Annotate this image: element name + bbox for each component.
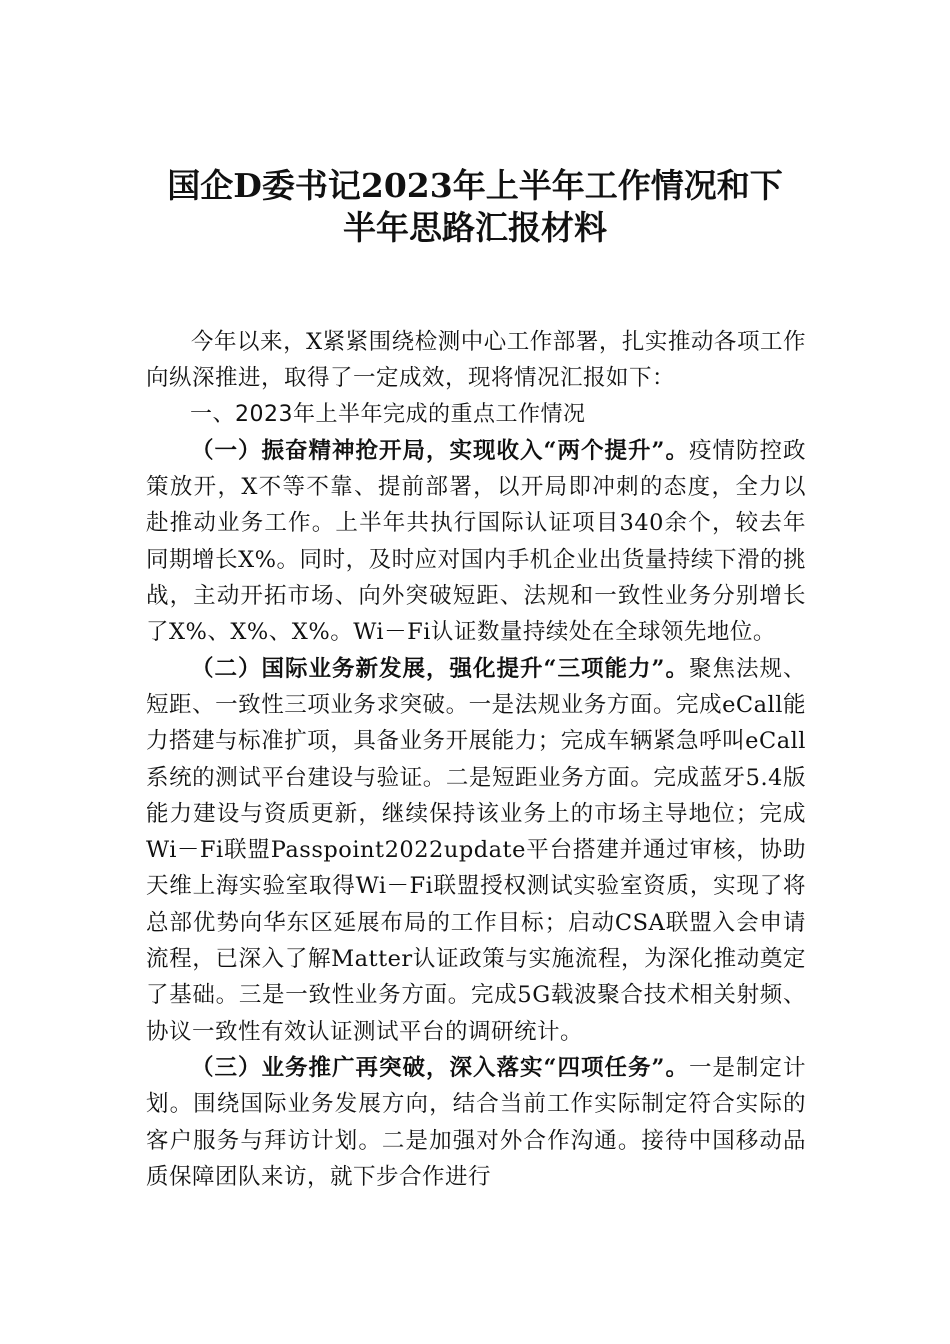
item-1-body: 疫情防控政策放开，X不等不靠、提前部署，以开局即冲刺的态度，全力以赴推动业务工作。上半年共执行国际认证项目340余个，较去年同期增长X%。同时，及时应对国内手机企业出货量持续下滑的挑战，主动开拓市场、向外突破短距、法规和一致性业务分别增长了X%、X%、X%。Wi－Fi认证数量持续处在全球领先地位。 <box>146 437 806 646</box>
item-1-heading: （一）振奋精神抢开局，实现收入“两个提升”。 <box>191 437 689 464</box>
section-heading: 一、2023年上半年完成的重点工作情况 <box>190 401 586 427</box>
document-title-line-2: 半年思路汇报材料 <box>343 208 607 247</box>
item-2-heading: （二）国际业务新发展，强化提升“三项能力”。 <box>191 655 689 682</box>
paragraph-item-2 <box>146 651 806 1050</box>
document-title-line-1: 国企D委书记2023年上半年工作情况和下 <box>167 166 783 205</box>
item-2-body: 聚焦法规、短距、一致性三项业务求突破。一是法规业务方面。完成eCall能力搭建与标准扩项，具备业务开展能力；完成车辆紧急呼叫eCall系统的测试平台建设与验证。二是短距业务方面。完成蓝牙5.4版能力建设与资质更新，继续保持该业务上的市场主导地位；完成Wi－Fi联盟Passpoint2022update平台搭建并通过审核，协助天维上海实验室取得Wi－Fi联盟授权测试实验室资质，实现了将总部优势向华东区延展布局的工作目标；启动CSA联盟入会申请流程，已深入了解Matter认证政策与实施流程，为深化推动奠定了基础。三是一致性业务方面。完成5G载波聚合技术相关射频、协议一致性有效认证测试平台的调研统计。 <box>146 655 806 1045</box>
item-3-heading: （三）业务推广再突破，深入落实“四项任务”。 <box>191 1054 689 1081</box>
paragraph-item-1 <box>146 433 806 651</box>
intro-paragraph: 今年以来，X紧紧围绕检测中心工作部署，扎实推动各项工作向纵深推进，取得了一定成效，现将情况汇报如下： <box>146 329 806 392</box>
document-body <box>146 324 806 1195</box>
item-3-body: 一是制定计划。围绕国际业务发展方向，结合当前工作实际制定符合实际的客户服务与拜访计划。二是加强对外合作沟通。接待中国移动品质保障团队来访，就下步合作进行 <box>146 1054 806 1190</box>
paragraph-item-3 <box>146 1050 806 1195</box>
